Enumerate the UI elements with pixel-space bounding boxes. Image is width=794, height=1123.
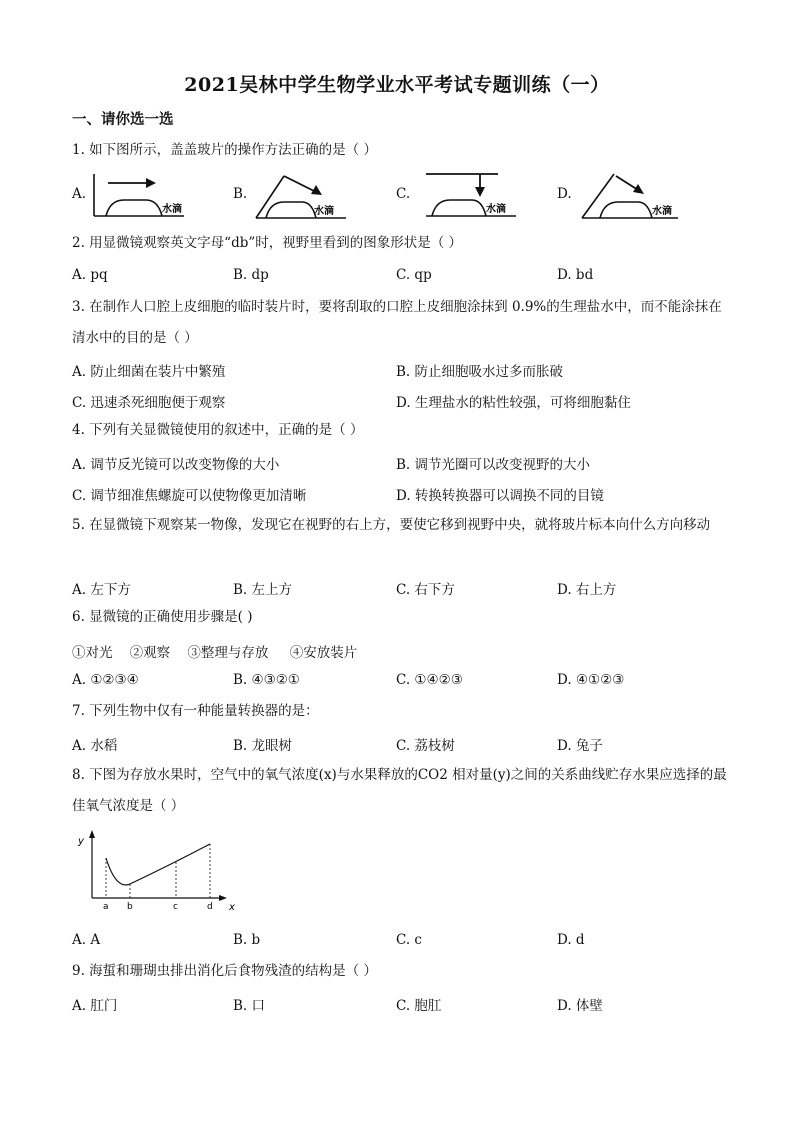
question-6-option-b: B. ④③②① [233,672,300,688]
question-4-stem: 4. 下列有关显微镜使用的叙述中，正确的是（ ） [72,422,364,438]
question-7-option-c: C. 荔枝树 [396,738,455,754]
water-drop-label: 水滴 [652,206,672,217]
question-9-stem: 9. 海蜇和珊瑚虫排出消化后食物残渣的结构是（ ） [72,963,377,979]
question-8-option-b: B. b [233,932,261,948]
question-7-option-a: A. 水稻 [72,738,118,754]
question-5-stem: 5. 在显微镜下观察某一物像，发现它在视野的右上方，要使它移到视野中央，就将玻片标本向什么方向移动 [72,517,711,533]
question-7-option-d: D. 兔子 [557,738,603,754]
water-drop-label: 水滴 [162,204,182,215]
question-2-option-a: A. pq [72,267,108,283]
oxygen-co2-graph [72,828,242,916]
coverslip-figure-a [88,170,188,220]
question-6-option-a: A. ①②③④ [72,672,139,688]
question-8-stem: 8. 下图为存放水果时，空气中的氧气浓度(x)与水果释放的CO2 相对量(y)之间的关系曲线贮存水果应选择的最佳氧气浓度是（ ） [72,767,727,814]
question-6-option-c: C. ①④②③ [396,672,463,688]
question-1-option-a: A. [72,186,87,202]
question-3-stem: 3. 在制作人口腔上皮细胞的临时装片时，要将刮取的口腔上皮细胞涂抹到 0.9%的生理盐水中，而不能涂抹在清水中的目的是（ ） [72,299,722,346]
question-6-steps: ①对光 ②观察 ③整理与存放 ④安放装片 [72,645,358,661]
question-8-option-a: A. A [72,932,101,948]
water-drop-label: 水滴 [314,206,334,217]
question-1-option-d: D. [557,186,572,202]
question-8-option-d: D. d [557,932,585,948]
question-7-option-b: B. 龙眼树 [233,738,293,754]
page-title: 2021吴林中学生物学业水平考试专题训练（一） [184,74,610,96]
question-3-option-d: D. 生理盐水的粘性较强，可将细胞黏住 [396,395,631,411]
question-5-option-d: D. 右上方 [557,582,617,598]
water-drop-label: 水滴 [486,204,506,215]
question-5-option-c: C. 右下方 [396,582,455,598]
question-2-option-d: D. bd [557,267,594,283]
question-1-option-b: B. [233,186,248,202]
question-4-option-d: D. 转换转换器可以调换不同的目镜 [396,488,604,504]
question-6-stem: 6. 显微镜的正确使用步骤是( ) [72,609,253,625]
graph-x-label: x [229,902,235,913]
question-4-option-b: B. 调节光圈可以改变视野的大小 [396,457,591,473]
question-3-option-c: C. 迅速杀死细胞便于观察 [72,395,226,411]
coverslip-figure-d [578,170,682,222]
question-4-option-c: C. 调节细准焦螺旋可以使物像更加清晰 [72,488,307,504]
section-heading: 一、请你选一选 [72,111,174,128]
graph-tick-c: c [173,902,178,912]
question-2-stem: 2. 用显微镜观察英文字母“db”时，视野里看到的图象形状是（ ） [72,235,463,251]
question-2-option-b: B. dp [233,267,269,283]
graph-tick-d: d [207,902,213,912]
question-9-option-b: B. 口 [233,998,266,1014]
question-4-option-a: A. 调节反光镜可以改变物像的大小 [72,457,280,473]
question-9-option-c: C. 胞肛 [396,998,442,1014]
question-9-option-d: D. 体壁 [557,998,603,1014]
coverslip-figure-c [420,168,520,220]
question-1-option-c: C. [396,186,411,202]
question-5-option-a: A. 左下方 [72,582,131,598]
question-8-option-c: C. c [396,932,422,948]
coverslip-figure-b [250,170,350,222]
graph-y-label: y [78,836,84,847]
question-2-option-c: C. qp [396,267,432,283]
question-7-stem: 7. 下列生物中仅有一种能量转换器的是： [72,703,319,719]
question-6-option-d: D. ④①②③ [557,672,625,688]
graph-tick-a: a [103,902,109,912]
question-1-stem: 1. 如下图所示，盖盖玻片的操作方法正确的是（ ） [72,142,377,158]
question-3-option-a: A. 防止细菌在装片中繁殖 [72,364,226,380]
question-3-option-b: B. 防止细胞吸水过多而胀破 [396,364,564,380]
question-9-option-a: A. 肛门 [72,998,118,1014]
graph-tick-b: b [127,902,133,912]
question-5-option-b: B. 左上方 [233,582,293,598]
